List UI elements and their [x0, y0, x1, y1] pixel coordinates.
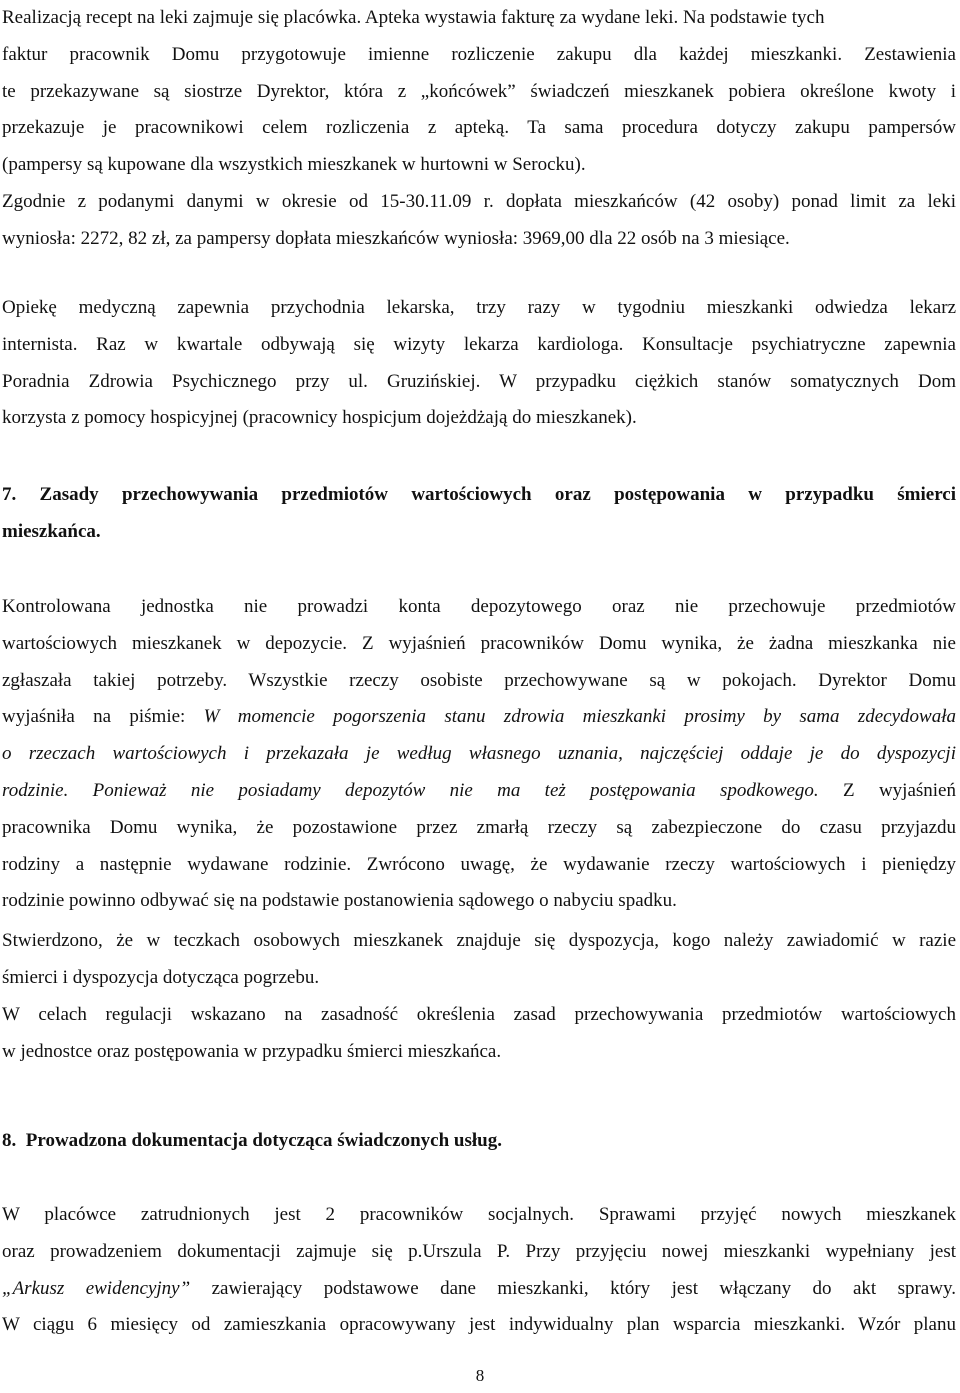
text-line: korzysta z pomocy hospicyjnej (pracownicy hospicjum dojeżdżają do mieszkanek).	[2, 407, 637, 429]
text-line: internista. Raz w kwartale odbywają się wizyty lekarza kardiologa. Konsultacje psychiatryczne zapewnia	[2, 333, 956, 355]
text-line: faktur pracownik Domu przygotowuje imienne rozliczenie zakupu dla każdej mieszkanki. Zestawienia	[2, 43, 956, 65]
text-line: Poradnia Zdrowia Psychicznego przy ul. Gruzińskiej. W przypadku ciężkich stanów somatycznych Dom	[2, 370, 956, 392]
text-line: Zgodnie z podanymi danymi w okresie od 15-30.11.09 r. dopłata mieszkańców (42 osoby) ponad limit za leki	[2, 190, 956, 212]
text-line: oraz prowadzeniem dokumentacji zajmuje się p.Urszula P. Przy przyjęciu nowej mieszkanki wypełniany jest	[2, 1240, 956, 1262]
text-span: zawierający podstawowe dane mieszkanki, który jest włączany do akt sprawy.	[190, 1277, 956, 1299]
quote-italic: rodzinie. Ponieważ nie posiadamy depozytów nie ma też postępowania spodkowego.	[2, 779, 819, 801]
text-line	[2, 736, 956, 773]
text-line: (pampersy są kupowane dla wszystkich mieszkanek w hurtowni w Serocku).	[2, 154, 586, 176]
text-line: wartościowych mieszkanek w depozycie. Z wyjaśnień pracowników Domu wynika, że żadna mieszkanka nie	[2, 632, 956, 654]
section-heading-7	[2, 477, 956, 551]
paragraph-funeral	[2, 923, 956, 997]
heading-line: mieszkańca.	[2, 520, 101, 542]
text-line: Kontrolowana jednostka nie prowadzi konta depozytowego oraz nie przechowuje przedmiotów	[2, 596, 956, 617]
text-line	[2, 773, 956, 810]
text-line	[2, 1271, 956, 1308]
paragraph-valuables	[2, 589, 956, 920]
text-line: rodziny a następnie wydawane rodzinie. Zwrócono uwagę, że wydawanie rzeczy wartościowych i pieniędzy	[2, 853, 956, 875]
paragraph-documentation	[2, 1197, 956, 1344]
text-line: śmierci i dyspozycja dotycząca pogrzebu.	[2, 966, 320, 988]
text-span: wyjaśniła na piśmie:	[2, 706, 204, 728]
text-line	[2, 699, 956, 736]
text-line: te przekazywane są siostrze Dyrektor, która z „końcówek” świadczeń mieszkanek pobiera określone kwoty i	[2, 80, 956, 102]
text-line: w jednostce oraz postępowania w przypadku śmierci mieszkańca.	[2, 1040, 502, 1062]
paragraph-regulation	[2, 997, 956, 1071]
section-heading-8	[2, 1123, 956, 1160]
text-line: przekazuje je pracownikowi celem rozliczenia z apteką. Ta sama procedura dotyczy zakupu pampersów	[2, 117, 956, 139]
quote-italic: W momencie pogorszenia stanu zdrowia mieszkanki prosimy by sama zdecydowała	[203, 706, 956, 728]
page-number: 8	[475, 1366, 485, 1385]
paragraph-prescriptions	[2, 0, 956, 258]
heading-line: 7. Zasady przechowywania przedmiotów wartościowych oraz postępowania w przypadku śmierci	[2, 484, 956, 505]
text-line: Stwierdzono, że w teczkach osobowych mieszkanek znajduje się dyspozycja, kogo należy zawiadomić w razie	[2, 930, 956, 951]
text-line: W placówce zatrudnionych jest 2 pracowników socjalnych. Sprawami przyjęć nowych mieszkanek	[2, 1204, 956, 1225]
text-line: pracownika Domu wynika, że pozostawione przez zmarłą rzeczy są zabezpieczone do czasu przyjazdu	[2, 816, 956, 838]
italic-term: „Arkusz ewidencyjny”	[2, 1277, 191, 1299]
text-line: rodzinie powinno odbywać się na podstawie postanowienia sądowego o nabyciu spadku.	[2, 890, 677, 912]
paragraph-medical-care	[2, 290, 956, 437]
quote-italic: o rzeczach wartościowych i przekazała je według własnego uznania, najczęściej oddaje je do dyspozycji	[2, 743, 956, 765]
text-line: wyniosła: 2272, 82 zł, za pampersy dopłata mieszkańców wyniosła: 3969,00 dla 22 osób na 3 miesiące.	[2, 227, 790, 249]
text-line: W celach regulacji wskazano na zasadność określenia zasad przechowywania przedmiotów wartościowych	[2, 1004, 956, 1025]
text-span: Z wyjaśnień	[818, 779, 956, 801]
text-line: W ciągu 6 miesięcy od zamieszkania opracowywany jest indywidualny plan wsparcia mieszkanki. Wzór planu	[2, 1314, 956, 1336]
heading-line: 8. Prowadzona dokumentacja dotycząca świadczonych usług.	[2, 1130, 502, 1151]
text-line: zgłaszała takiej potrzeby. Wszystkie rzeczy osobiste przechowywane są w pokojach. Dyrektor Domu	[2, 669, 956, 691]
text-line: Opiekę medyczną zapewnia przychodnia lekarska, trzy razy w tygodniu mieszkanki odwiedza lekarz	[2, 297, 956, 318]
text-line: Realizacją recept na leki zajmuje się placówka. Apteka wystawia fakturę za wydane leki. Na podstawie tych	[2, 7, 825, 28]
